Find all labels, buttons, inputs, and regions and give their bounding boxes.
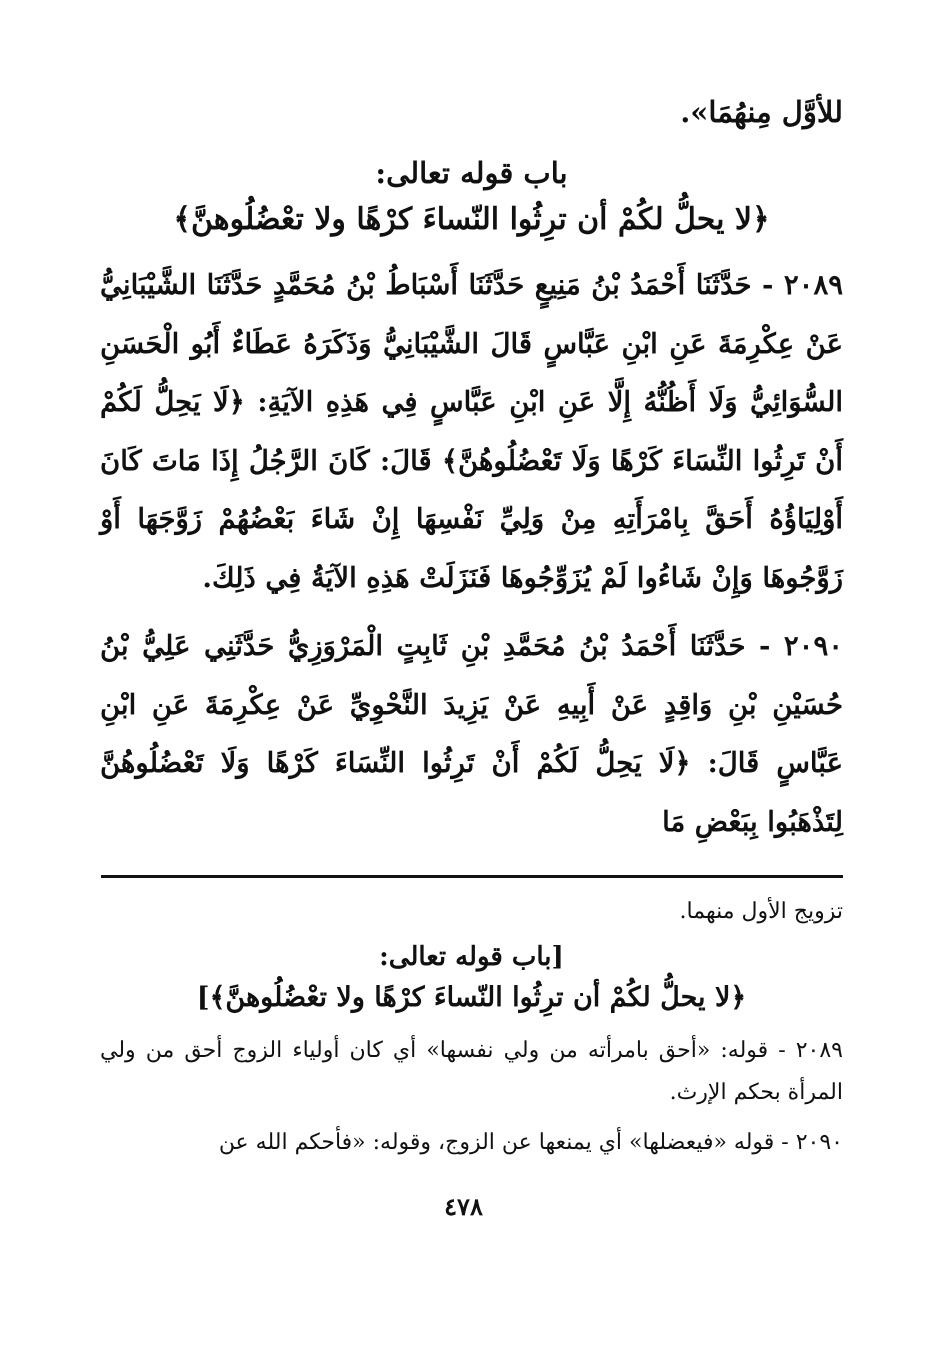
- page-number: ٤٧٨: [444, 1192, 483, 1221]
- hadith-2089: ٢٠٨٩ - حَدَّثَنَا أَحْمَدُ بْنُ مَنِيعٍ حَدَّثَنَا أَسْبَاطُ بْنُ مُحَمَّدٍ حَدَّثَنَا الشَّيْبَانِيُّ عَنْ عِكْرِمَةَ عَنِ ابْنِ عَبَّاسٍ قَالَ الشَّيْبَانِيُّ وَذَكَرَهُ عَطَاءٌ أَبُو الْحَسَنِ السُّوَائِيُّ وَلَا أَظُنُّهُ إِلَّا عَنِ ابْنِ عَبَّاسٍ فِي هَذِهِ الآيَةِ: ﴿لَا يَحِلُّ لَكُمْ أَنْ تَرِثُوا النِّسَاءَ كَرْهًا وَلَا تَعْضُلُوهُنَّ﴾ قَالَ: كَانَ الرَّجُلُ إِذَا مَاتَ كَانَ أَوْلِيَاؤُهُ أَحَقَّ بِامْرَأَتِهِ مِنْ وَلِيِّ نَفْسِهَا إِنْ شَاءَ بَعْضُهُمْ زَوَّجَهَا أَوْ زَوَّجُوهَا وَإِنْ شَاءُوا لَمْ يُزَوِّجُوهَا فَنَزَلَتْ هَذِهِ الآيَةُ فِي ذَلِكَ.: [100, 269, 843, 594]
- main-text: [100, 92, 843, 851]
- chapter-heading: باب قوله تعالى:: [375, 155, 568, 190]
- continuation-line: للأوَّل مِنهُمَا».: [680, 95, 843, 129]
- note-continuation: تزويج الأول منهما.: [679, 899, 843, 925]
- footnote-divider: [101, 875, 843, 878]
- commentary-notes: [100, 894, 843, 1164]
- note-chapter-heading: [باب قوله تعالى:: [379, 942, 564, 973]
- note-quran-verse: ﴿لا يحلُّ لكُمْ أن ترِثُوا النّساءَ كرْهًا ولا تعْضُلُوهنَّ﴾]: [196, 981, 747, 1013]
- quran-verse: ﴿لا يحلُّ لكُمْ أن ترِثُوا النّساءَ كرْهًا ولا تعْضُلُوهنَّ﴾: [173, 202, 770, 238]
- note-2089: ٢٠٨٩ - قوله: «أحق بامرأته من ولي نفسها» أي كان أولياء الزوج أحق من ولي المرأة بحكم الإرث.: [100, 1038, 843, 1106]
- hadith-2090: ٢٠٩٠ - حَدَّثَنَا أَحْمَدُ بْنُ مُحَمَّدِ بْنِ ثَابِتٍ الْمَرْوَزِيُّ حَدَّثَنِي عَلِيُّ بْنُ حُسَيْنِ بْنِ وَاقِدٍ عَنْ أَبِيهِ عَنْ يَزِيدَ النَّحْوِيِّ عَنْ عِكْرِمَةَ عَنِ ابْنِ عَبَّاسٍ قَالَ: ﴿لَا يَحِلُّ لَكُمْ أَنْ تَرِثُوا النِّسَاءَ كَرْهًا وَلَا تَعْضُلُوهُنَّ لِتَذْهَبُوا بِبَعْضِ مَا: [100, 630, 843, 838]
- note-2090: ٢٠٩٠ - قوله «فيعضلها» أي يمنعها عن الزوج، وقوله: «فأحكم الله عن: [218, 1130, 843, 1156]
